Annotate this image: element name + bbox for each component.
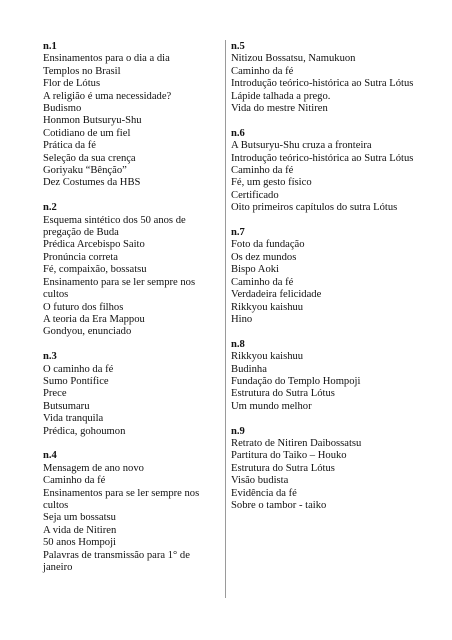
issue-item: Mensagem de ano novo — [43, 462, 144, 474]
issue-item: Fundação do Templo Hompoji — [231, 375, 361, 387]
issue-section — [231, 227, 421, 326]
issue-item: O futuro dos filhos — [43, 301, 124, 313]
issue-item: Hino — [231, 313, 253, 325]
issue-item: Caminho da fé — [231, 65, 294, 77]
issue-item: Caminho da fé — [231, 276, 294, 288]
issue-item: Rikkyou kaishuu — [231, 351, 304, 363]
issue-item: 50 anos Hompoji — [43, 537, 116, 549]
issue-item: Retrato de Nitiren Daibossatsu — [231, 437, 362, 449]
issue-item: Flor de Lótus — [43, 78, 101, 90]
issue-item: Sobre o tambor - taiko — [231, 499, 327, 511]
issue-item: Os dez mundos — [231, 251, 297, 263]
column-divider — [225, 40, 226, 598]
issue-item: Fé, um gesto físico — [231, 177, 312, 189]
issue-item: Ensinamento para se ler sempre nos cultos — [43, 276, 196, 301]
issue-section — [43, 41, 221, 190]
issue-item: Prédica, gohoumon — [43, 425, 126, 437]
issue-item: Honmon Butsuryu-Shu — [43, 115, 142, 127]
issue-item: Templos no Brasil — [43, 65, 121, 77]
issue-item: Butsumaru — [43, 400, 90, 412]
issue-item: Fé, compaixão, bossatsu — [43, 264, 147, 276]
issue-section — [231, 426, 421, 513]
right-column — [231, 41, 421, 525]
issue-item: Verdadeira felicidade — [231, 289, 322, 301]
issue-title: n.1 — [43, 41, 57, 52]
issue-item: Foto da fundação — [231, 239, 305, 251]
issue-title: n.7 — [231, 227, 245, 239]
issue-item: A religião é uma necessidade? — [43, 90, 172, 102]
issue-item: Ensinamentos para se ler sempre nos cultos — [43, 487, 200, 511]
issue-item: Budinha — [231, 363, 267, 375]
issue-title: n.9 — [231, 425, 245, 437]
issue-item: Seja um bossatsu — [43, 512, 116, 524]
issue-title: n.8 — [231, 338, 245, 350]
issue-item: Certificado — [231, 189, 279, 201]
issue-item: A teoria da Era Mappou — [43, 313, 145, 325]
issue-item: Introdução teórico-histórica ao Sutra Lótus — [231, 78, 414, 90]
issue-item: Esquema sintético dos 50 anos de pregação de Buda — [43, 214, 186, 239]
issue-item: Sumo Pontífice — [43, 375, 109, 387]
issue-title: n.6 — [231, 127, 245, 139]
issue-section — [231, 41, 421, 115]
issue-section — [43, 351, 221, 438]
issue-title: n.4 — [43, 450, 57, 462]
issue-item: Cotidiano de um fiel — [43, 127, 131, 139]
issue-section — [43, 450, 221, 574]
issue-item: Vida do mestre Nitiren — [231, 103, 328, 115]
issue-item: Partitura do Taiko – Houko — [231, 450, 347, 462]
issue-item: Nitizou Bossatsu, Namukuon — [231, 53, 356, 65]
issue-item: Pronúncia correta — [43, 251, 119, 263]
issue-title: n.2 — [43, 202, 57, 214]
issue-item: Bispo Aoki — [231, 264, 279, 276]
issue-item: Oito primeiros capítulos do sutra Lótus — [231, 202, 398, 214]
issue-item: Visão budista — [231, 475, 289, 487]
issue-item: Lápide talhada a prego. — [231, 90, 331, 102]
issue-item: Prática da fé — [43, 140, 96, 152]
issue-item: Dez Costumes da HBS — [43, 177, 141, 189]
issue-section — [231, 128, 421, 215]
issue-section — [231, 339, 421, 413]
issue-section — [43, 202, 221, 338]
issue-title: n.5 — [231, 41, 245, 52]
left-column — [43, 41, 221, 587]
issue-item: Evidência da fé — [231, 487, 297, 499]
issue-item: Budismo — [43, 103, 82, 115]
issue-item: Um mundo melhor — [231, 400, 312, 412]
issue-item: Introdução teórico-histórica ao Sutra Lótus — [231, 152, 414, 164]
issue-item: Goriyaku “Bênção” — [43, 165, 127, 177]
issue-item: Caminho da fé — [231, 165, 294, 177]
issue-item: Vida tranquila — [43, 413, 104, 425]
issue-item: Ensinamentos para o dia a dia — [43, 53, 170, 65]
issue-item: A Butsuryu-Shu cruza a fronteira — [231, 140, 372, 152]
issue-item: Palavras de transmissão para 1° de janeiro — [43, 549, 190, 574]
issue-item: Rikkyou kaishuu — [231, 301, 304, 313]
issue-item: O caminho da fé — [43, 363, 114, 375]
issue-title: n.3 — [43, 351, 57, 363]
issue-item: Estrutura do Sutra Lótus — [231, 462, 335, 474]
issue-item: Gondyou, enunciado — [43, 326, 132, 338]
issue-item: A vida de Nitiren — [43, 524, 117, 536]
issue-item: Caminho da fé — [43, 475, 106, 487]
issue-item: Estrutura do Sutra Lótus — [231, 388, 335, 400]
issue-item: Prece — [43, 388, 67, 400]
issue-item: Prédica Arcebispo Saito — [43, 239, 145, 251]
issue-item: Seleção da sua crença — [43, 152, 136, 164]
